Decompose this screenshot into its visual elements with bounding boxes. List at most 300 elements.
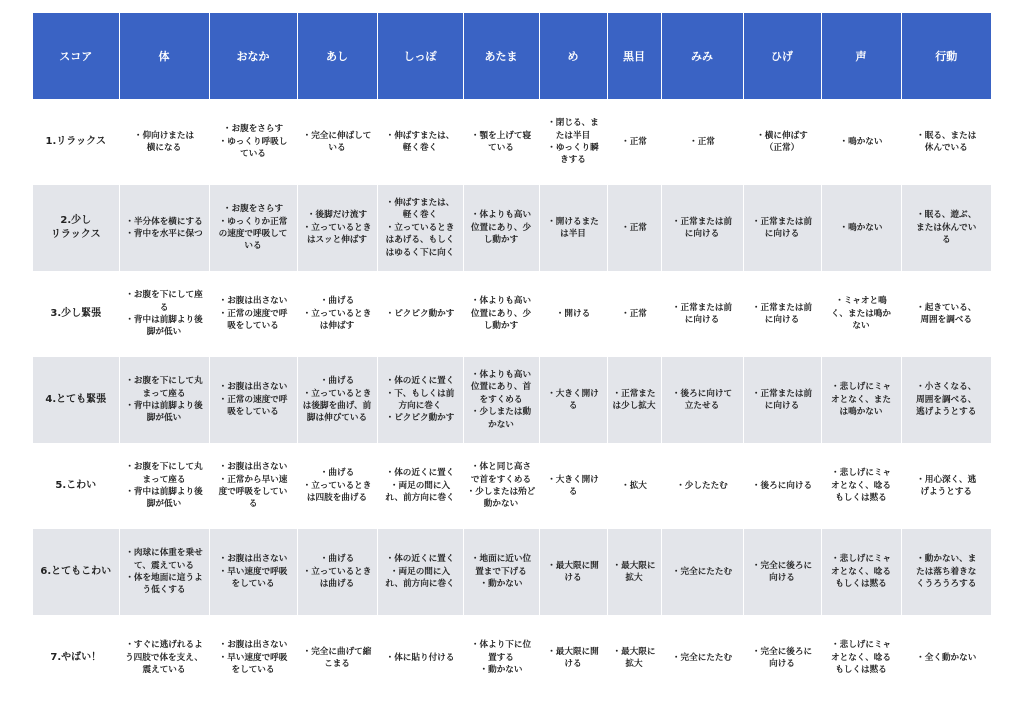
table-cell — [901, 443, 991, 529]
table-cell — [119, 357, 209, 443]
table-cell — [901, 615, 991, 701]
table-cell — [607, 99, 661, 185]
cell-text-line: ・下、もしくは前 — [385, 388, 455, 399]
cell-text-line: ない — [852, 321, 870, 332]
header-row — [33, 13, 991, 99]
cell-text-line: オとなく、また — [831, 394, 891, 405]
column-header: あたま — [463, 13, 539, 99]
table-cell — [297, 357, 377, 443]
cell-text-line: ・伸ばすまたは、 — [385, 197, 455, 208]
cell-text-line: ・正常または前 — [751, 388, 813, 399]
cell-text-line: かない — [488, 419, 514, 430]
cell-text-line: 吸をしている — [227, 321, 279, 332]
cell-text-line: ・ゆっくり瞬 — [547, 143, 599, 153]
cell-text-line: ・最大限に — [612, 646, 656, 657]
cell-text-line: ・曲げる — [319, 468, 355, 479]
table-cell — [463, 185, 539, 271]
column-header: め — [539, 13, 607, 99]
table-cell — [377, 529, 463, 615]
cell-text-line: ・正常 — [621, 136, 647, 147]
table-cell — [901, 99, 991, 185]
table-cell — [661, 99, 743, 185]
cell-text-line: ・開ける — [555, 308, 591, 319]
cell-text-line: ・伸ばすまたは、 — [385, 130, 455, 141]
cell-text-line: はゆるく下に向く — [385, 247, 455, 258]
cell-text-line: ・顎を上げて寝 — [470, 130, 532, 141]
table-cell — [209, 529, 297, 615]
cell-text-line: ・体の近くに置く — [385, 376, 455, 387]
cell-text-line: ・地面に近い位 — [470, 554, 532, 565]
cell-text-line: し動かす — [483, 235, 519, 246]
table-cell — [297, 271, 377, 357]
cell-text-line: ・開けるまた — [547, 216, 599, 227]
cell-text-line: たは落ち着きな — [916, 566, 977, 577]
cell-text-line: まって座る — [142, 388, 186, 399]
cell-text-line: ・閉じる、ま — [547, 118, 599, 129]
cell-text-line: はスッと伸ばす — [306, 235, 368, 246]
cell-text-line: ・お腹は出さない — [218, 296, 288, 307]
column-header: 黒目 — [607, 13, 661, 99]
cell-text-line: ・体よりも高い — [470, 369, 532, 380]
cell-text-line: ・完全にたたむ — [671, 566, 733, 577]
cell-text-line: る — [248, 499, 258, 510]
table-cell — [209, 99, 297, 185]
cell-text-line: ・後脚だけ流す — [306, 210, 368, 221]
cell-text-line: または休んでい — [916, 222, 977, 233]
table-cell — [661, 185, 743, 271]
cell-text-line: ・ピクピク動かす — [385, 308, 455, 319]
cell-text-line: ・最大限に開 — [547, 560, 599, 571]
cell-text-line: は鳴かない — [839, 407, 883, 418]
cell-text-line: 位置にあり、首 — [470, 382, 532, 393]
score-label-line: 7.やばい！ — [50, 651, 102, 663]
cell-text-line: ・悲しげにミャ — [831, 554, 891, 565]
table-row — [33, 99, 991, 185]
cell-text-line: ・完全に曲げて縮 — [302, 646, 372, 657]
table-cell — [743, 271, 821, 357]
column-header: 体 — [119, 13, 209, 99]
cell-text-line: オとなく、唸る — [831, 652, 891, 663]
cell-text-line: ・仰向けまたは — [133, 130, 195, 141]
cell-text-line: 脚は伸びている — [306, 413, 368, 424]
table-cell — [209, 615, 297, 701]
table-cell — [821, 615, 901, 701]
table-row — [33, 185, 991, 271]
cell-text-line: ・立っているとき — [385, 222, 455, 233]
cell-text-line: ・ミャオと鳴 — [835, 296, 887, 307]
score-cell — [33, 615, 119, 701]
cell-text-line: ・悲しげにミャ — [831, 382, 891, 393]
cell-text-line: 向ける — [769, 573, 795, 583]
score-label-line: 3.少し緊張 — [50, 307, 102, 319]
cell-text-line: ・ゆっくり呼吸し — [218, 136, 288, 147]
cell-text-line: ている — [240, 149, 266, 160]
cell-text-line: ・肉球に体重を乗せ — [125, 548, 203, 559]
cell-text-line: ・起きている、 — [916, 302, 977, 313]
table-cell — [607, 443, 661, 529]
table-cell — [607, 271, 661, 357]
table-cell — [463, 357, 539, 443]
cell-text-line: オとなく、唸る — [831, 480, 891, 491]
cell-text-line: ・体を地面に這うよ — [125, 573, 203, 583]
table-cell — [661, 271, 743, 357]
table-cell — [743, 443, 821, 529]
cell-text-line: ・正常から早い速 — [218, 474, 288, 485]
table-cell — [539, 443, 607, 529]
cell-text-line: ・小さくなる、 — [916, 382, 977, 393]
table-cell — [377, 185, 463, 271]
cell-text-line: ・鳴かない — [839, 222, 883, 233]
table-cell — [901, 271, 991, 357]
table-row — [33, 357, 991, 443]
table-cell — [377, 615, 463, 701]
cell-text-line: ・動かない — [479, 665, 523, 676]
cell-text-line: は半目 — [560, 229, 586, 239]
column-header: みみ — [661, 13, 743, 99]
cell-text-line: ・体より下に位 — [470, 640, 532, 651]
table-cell — [297, 443, 377, 529]
table-cell — [539, 357, 607, 443]
cell-text-line: 軽く巻く — [402, 143, 438, 153]
table-cell — [607, 529, 661, 615]
cell-text-line: う四肢で体を支え、 — [125, 652, 203, 663]
table-cell — [901, 357, 991, 443]
cell-text-line: ・背中は前脚より後 — [125, 315, 203, 325]
table-cell — [209, 185, 297, 271]
cell-text-line: ・お腹を下にして座 — [125, 290, 203, 301]
cell-text-line: は曲げる — [319, 579, 355, 590]
cell-text-line: 横になる — [146, 143, 182, 153]
table-cell — [209, 271, 297, 357]
table-row — [33, 271, 991, 357]
cell-text-line: ・正常または前 — [751, 302, 813, 313]
score-cell — [33, 529, 119, 615]
cell-text-line: きする — [560, 155, 586, 166]
table-cell — [661, 529, 743, 615]
cell-text-line: いる — [244, 241, 262, 252]
cell-text-line: ・曲げる — [319, 376, 355, 387]
cell-text-line: ・大きく開け — [547, 388, 599, 399]
table-cell — [743, 99, 821, 185]
cell-text-line: ・完全に後ろに — [751, 560, 813, 571]
score-label-line: 6.とてもこわい — [40, 565, 112, 577]
cell-text-line: は少し拡大 — [612, 401, 656, 411]
cell-text-line: の速度で呼吸して — [218, 229, 288, 239]
cell-text-line: 脚が低い — [146, 413, 182, 424]
cell-text-line: ・正常 — [689, 136, 715, 147]
score-cell — [33, 99, 119, 185]
cell-text-line: ・お腹をさらす — [222, 124, 284, 135]
table-row — [33, 443, 991, 529]
cell-text-line: し動かす — [483, 321, 519, 332]
cell-text-line: ・早い速度で呼吸 — [218, 566, 288, 577]
cell-text-line: ・少したたむ — [676, 480, 728, 491]
cell-text-line: は伸ばす — [319, 321, 355, 332]
column-header: スコア — [33, 13, 119, 99]
cell-text-line: をしている — [231, 579, 275, 590]
table-cell — [661, 357, 743, 443]
cell-text-line: ・完全に後ろに — [751, 646, 813, 657]
score-label-line: 1.リラックス — [45, 135, 106, 147]
cell-text-line: は後脚を曲げ、前 — [302, 401, 372, 411]
cell-text-line: ・お腹は出さない — [218, 382, 288, 393]
table-cell — [209, 357, 297, 443]
table-cell — [119, 271, 209, 357]
cell-text-line: 周囲を調べる、 — [916, 394, 977, 405]
column-header: ひげ — [743, 13, 821, 99]
column-header: 行動 — [901, 13, 991, 99]
cell-text-line: く、または鳴か — [831, 308, 891, 319]
cell-text-line: ける — [564, 659, 582, 669]
cell-text-line: ・曲げる — [319, 296, 355, 307]
table-header — [33, 13, 991, 99]
table-cell — [377, 357, 463, 443]
cell-text-line: ・悲しげにミャ — [831, 640, 891, 651]
table-cell — [297, 185, 377, 271]
table-cell — [377, 99, 463, 185]
table-cell — [661, 615, 743, 701]
table-cell — [463, 271, 539, 357]
cell-text-line: 休んでいる — [924, 143, 968, 153]
cell-text-line: 脚が低い — [146, 327, 182, 338]
cell-text-line: ・体よりも高い — [470, 210, 532, 221]
cell-text-line: ・お腹を下にして丸 — [125, 376, 203, 387]
table-cell — [743, 357, 821, 443]
cell-text-line: いる — [328, 143, 346, 153]
table-cell — [539, 615, 607, 701]
table-row — [33, 529, 991, 615]
cell-text-line: ・拡大 — [621, 480, 647, 491]
table-cell — [821, 99, 901, 185]
cell-text-line: 位置にあり、少 — [470, 308, 532, 319]
cell-text-line: まって座る — [142, 474, 186, 485]
cell-text-line: る — [568, 487, 578, 497]
cell-text-line: ・正常の速度で呼 — [218, 308, 288, 319]
score-cell — [33, 185, 119, 271]
cell-text-line: くうろうろする — [916, 579, 977, 590]
cell-text-line: 脚が低い — [146, 499, 182, 510]
cell-text-line: に向ける — [764, 229, 800, 239]
cell-text-line: もしくは黙る — [835, 493, 887, 504]
table-cell — [463, 99, 539, 185]
cell-text-line: れ、前方向に巻く — [385, 579, 455, 590]
cell-text-line: ・立っているとき — [302, 222, 372, 233]
cell-text-line: 軽く巻く — [402, 210, 438, 221]
cell-text-line: こまる — [324, 659, 350, 669]
cell-text-line: ・背中は前脚より後 — [125, 487, 203, 497]
table-cell — [539, 271, 607, 357]
cell-text-line: ・お腹は出さない — [218, 554, 288, 565]
table-cell — [743, 615, 821, 701]
cell-text-line: ・用心深く、逃 — [916, 474, 977, 485]
cell-text-line: ・ゆっくりか正常 — [218, 216, 288, 227]
table-cell — [463, 443, 539, 529]
cell-text-line: ・両足の間に入 — [389, 480, 451, 491]
cell-text-line: ・最大限に — [612, 560, 656, 571]
score-label-line: 2.少し — [60, 214, 92, 226]
cell-text-line: 拡大 — [625, 659, 643, 669]
cell-text-line: ・動かない、ま — [916, 554, 977, 565]
cell-text-line: 向ける — [769, 659, 795, 669]
score-cell — [33, 443, 119, 529]
cell-text-line: て、震えている — [134, 560, 194, 571]
cell-text-line: ・体に貼り付ける — [385, 652, 455, 663]
column-header: 声 — [821, 13, 901, 99]
table-cell — [297, 99, 377, 185]
cell-text-line: たは半目 — [555, 130, 591, 141]
cell-text-line: ・背中は前脚より後 — [125, 401, 203, 411]
cell-text-line: に向ける — [684, 315, 720, 325]
table-cell — [119, 615, 209, 701]
cell-text-line: に向ける — [764, 315, 800, 325]
cell-text-line: をしている — [231, 665, 275, 676]
cell-text-line: ・正常または前 — [671, 216, 733, 227]
score-cell — [33, 271, 119, 357]
cell-text-line: る — [941, 235, 951, 246]
cell-text-line: る — [159, 302, 169, 313]
cell-text-line: もしくは黙る — [835, 579, 887, 590]
cell-text-line: 吸をしている — [227, 407, 279, 418]
cell-text-line: ・正常または前 — [751, 216, 813, 227]
cell-text-line: ・後ろに向けて — [671, 388, 733, 399]
table-body — [33, 99, 991, 701]
cell-text-line: ・正常または前 — [671, 302, 733, 313]
score-label-line: 5.こわい — [55, 479, 97, 491]
table-cell — [209, 443, 297, 529]
cell-text-line: はあげる、もしく — [385, 235, 455, 246]
table-cell — [377, 271, 463, 357]
cell-text-line: ・立っているとき — [302, 480, 372, 491]
cell-text-line: ・立っているとき — [302, 308, 372, 319]
cell-text-line: ・横に伸ばす — [756, 130, 808, 141]
table-cell — [821, 271, 901, 357]
cell-text-line: ・完全にたたむ — [671, 652, 733, 663]
cell-text-line: ・お腹は出さない — [218, 640, 288, 651]
cell-text-line: ・全く動かない — [916, 652, 977, 663]
table-cell — [539, 529, 607, 615]
cell-text-line: ・体と同じ高さ — [470, 462, 532, 473]
cell-text-line: う低くする — [142, 585, 186, 596]
cell-text-line: ・後ろに向ける — [751, 480, 813, 491]
cell-text-line: 動かない — [483, 499, 519, 510]
cell-text-line: ・鳴かない — [839, 136, 883, 147]
cell-text-line: ・すぐに逃げれるよ — [125, 640, 203, 651]
cell-text-line: ・両足の間に入 — [389, 566, 451, 577]
cell-text-line: ・お腹を下にして丸 — [125, 462, 203, 473]
table-cell — [607, 615, 661, 701]
cell-text-line: ・体よりも高い — [470, 296, 532, 307]
table-cell — [119, 99, 209, 185]
cell-text-line: ・半分体を横にする — [125, 216, 203, 227]
cell-text-line: に向ける — [684, 229, 720, 239]
column-header: あし — [297, 13, 377, 99]
table-cell — [661, 443, 743, 529]
table-cell — [119, 443, 209, 529]
cell-text-line: 度で呼吸をしてい — [218, 487, 288, 497]
table-cell — [821, 185, 901, 271]
cell-text-line: ・動かない — [479, 579, 523, 590]
table-cell — [539, 185, 607, 271]
cell-text-line: ・正常 — [621, 308, 647, 319]
cell-text-line: （正常） — [764, 143, 800, 153]
cell-text-line: 置する — [488, 652, 514, 663]
score-label-line: リラックス — [50, 229, 101, 240]
table-cell — [297, 529, 377, 615]
cat-stress-score-table-container — [33, 13, 991, 701]
cell-text-line: で首をすくめる — [470, 474, 532, 485]
cell-text-line: ・立っているとき — [302, 388, 372, 399]
cell-text-line: ・大きく開け — [547, 474, 599, 485]
table-cell — [743, 529, 821, 615]
table-cell — [119, 185, 209, 271]
cell-text-line: ・体の近くに置く — [385, 554, 455, 565]
cell-text-line: ・立っているとき — [302, 566, 372, 577]
cell-text-line: ・曲げる — [319, 554, 355, 565]
table-cell — [463, 529, 539, 615]
cell-text-line: 周囲を調べる — [920, 315, 973, 325]
cell-text-line: をすくめる — [479, 394, 523, 405]
cell-text-line: る — [568, 401, 578, 411]
column-header: しっぽ — [377, 13, 463, 99]
table-cell — [539, 99, 607, 185]
cell-text-line: 方向に巻く — [398, 401, 442, 411]
cell-text-line: もしくは黙る — [835, 665, 887, 676]
score-label-line: 4.とても緊張 — [45, 393, 107, 405]
table-cell — [821, 529, 901, 615]
cell-text-line: 立たせる — [684, 401, 720, 411]
cell-text-line: 置まで下げる — [475, 566, 527, 577]
cell-text-line: ・背中を水平に保つ — [125, 229, 203, 239]
cell-text-line: げようとする — [920, 487, 973, 497]
cell-text-line: ・お腹は出さない — [218, 462, 288, 473]
cell-text-line: ・少しまたは動 — [470, 407, 532, 418]
cell-text-line: ・眠る、または — [916, 130, 977, 141]
table-cell — [297, 615, 377, 701]
cell-text-line: ・体の近くに置く — [385, 468, 455, 479]
cell-text-line: ・早い速度で呼吸 — [218, 652, 288, 663]
column-header: おなか — [209, 13, 297, 99]
table-cell — [901, 529, 991, 615]
table-row — [33, 615, 991, 701]
cell-text-line: は四肢を曲げる — [306, 493, 368, 504]
cell-text-line: ・正常の速度で呼 — [218, 394, 288, 405]
cell-text-line: ている — [488, 143, 514, 153]
table-cell — [821, 443, 901, 529]
table-cell — [607, 185, 661, 271]
cell-text-line: ける — [564, 573, 582, 583]
table-cell — [119, 529, 209, 615]
cell-text-line: 位置にあり、少 — [470, 222, 532, 233]
cell-text-line: 拡大 — [625, 573, 643, 583]
cat-stress-score-table — [33, 13, 991, 701]
cell-text-line: ・完全に伸ばして — [302, 130, 372, 141]
cell-text-line: れ、前方向に巻く — [385, 493, 455, 504]
score-cell — [33, 357, 119, 443]
cell-text-line: ・眠る、遊ぶ、 — [916, 210, 977, 221]
cell-text-line: ・少しまたは殆ど — [466, 487, 536, 497]
table-cell — [463, 615, 539, 701]
cell-text-line: ・お腹をさらす — [222, 204, 284, 215]
cell-text-line: ・ピクピク動かす — [385, 413, 455, 424]
cell-text-line: ・正常また — [612, 388, 656, 399]
table-cell — [377, 443, 463, 529]
cell-text-line: ・最大限に開 — [547, 646, 599, 657]
table-cell — [607, 357, 661, 443]
cell-text-line: オとなく、唸る — [831, 566, 891, 577]
cell-text-line: に向ける — [764, 401, 800, 411]
cell-text-line: 震えている — [142, 665, 186, 676]
cell-text-line: ・悲しげにミャ — [831, 468, 891, 479]
